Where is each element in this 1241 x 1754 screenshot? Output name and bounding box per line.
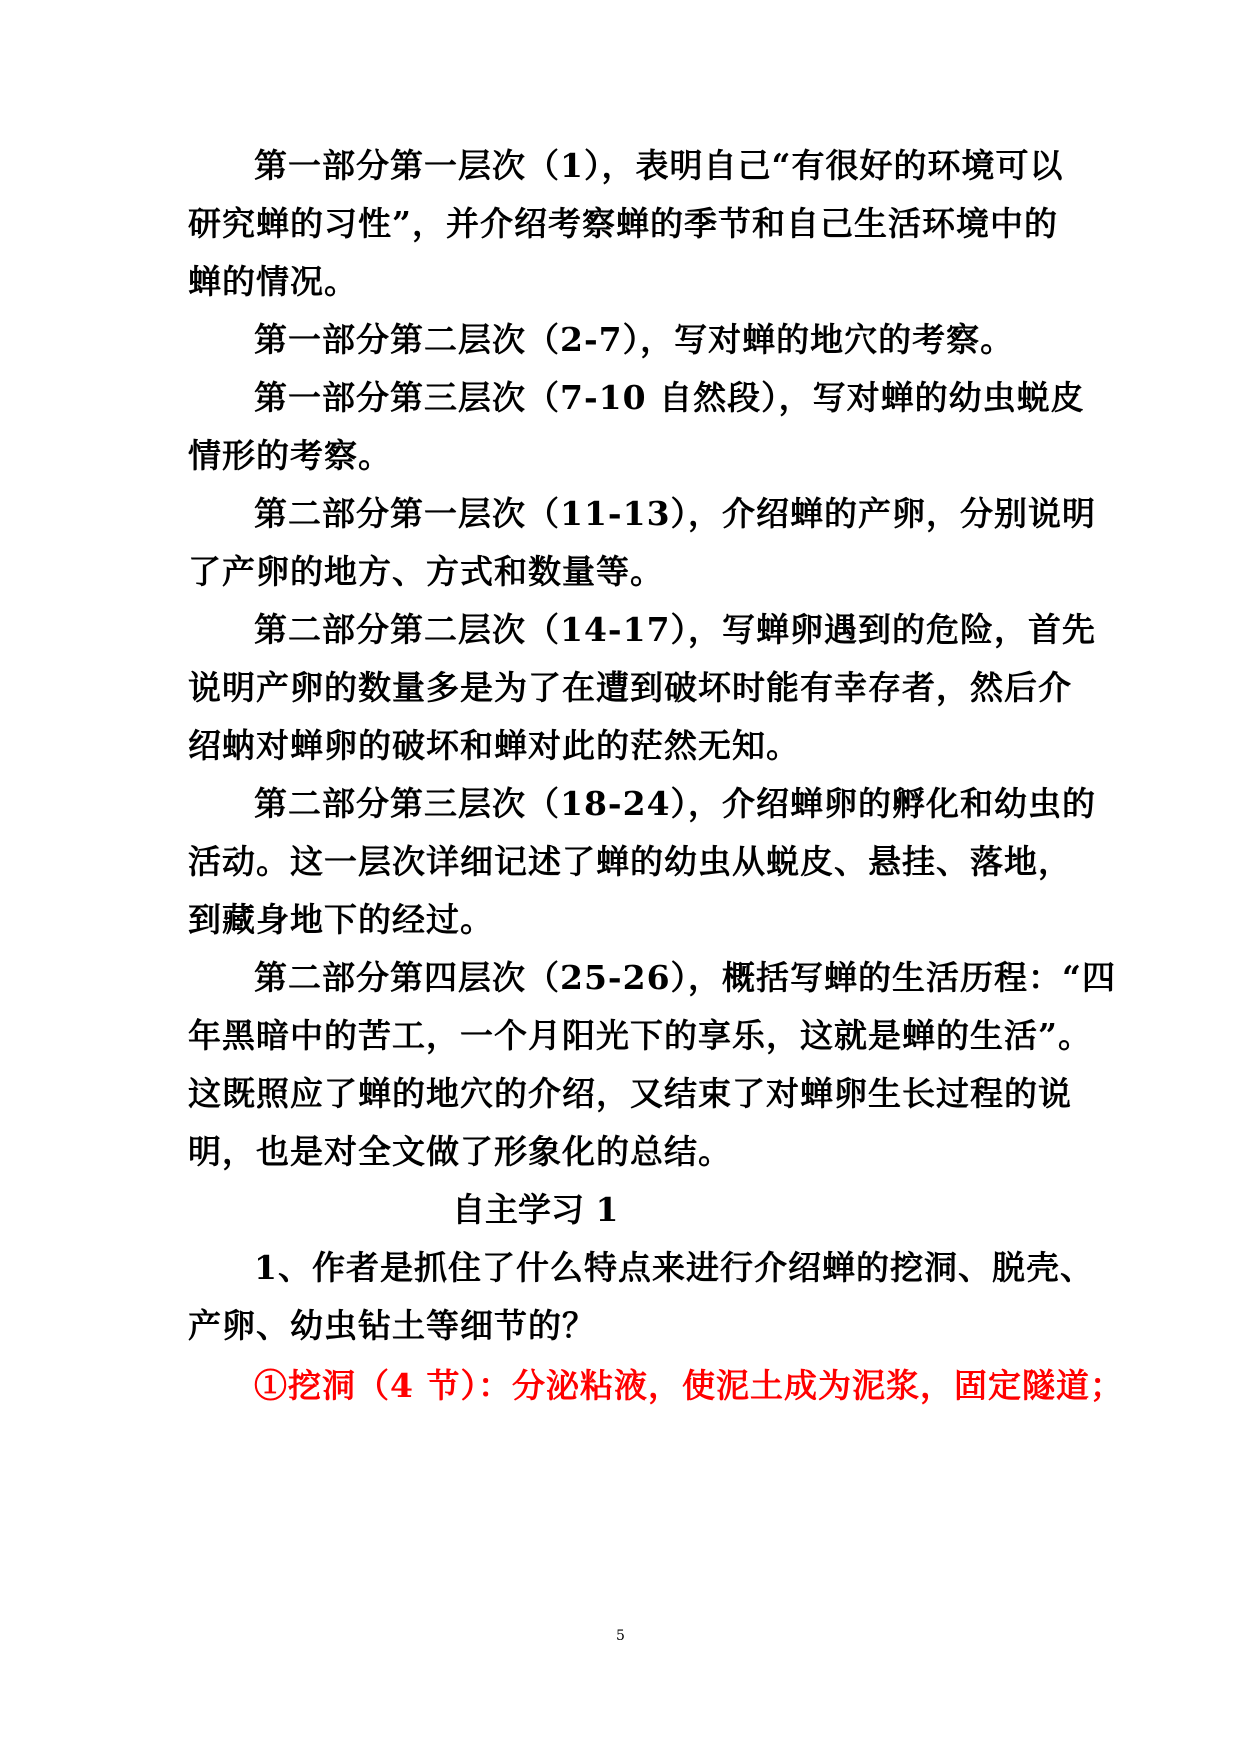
paragraph-7-line-4: 明，也是对全文做了形象化的总结。	[188, 1132, 732, 1171]
paragraph-1-line-1: 第一部分第一层次（1），表明自己“有很好的环境可以	[254, 146, 1064, 185]
paragraph-3-line-2: 情形的考察。	[188, 436, 392, 475]
paragraph-7-line-3: 这既照应了蝉的地穴的介绍，又结束了对蝉卵生长过程的说	[188, 1074, 1072, 1113]
paragraph-6-line-2: 活动。这一层次详细记述了蝉的幼虫从蜕皮、悬挂、落地，	[188, 842, 1072, 881]
answer-line-1: ①挖洞（4 节）：分泌粘液，使泥土成为泥浆，固定隧道；	[254, 1366, 1124, 1405]
page-number: 5	[616, 1628, 625, 1644]
paragraph-1-line-3: 蝉的情况。	[188, 262, 358, 301]
paragraph-6-line-1: 第二部分第三层次（18-24），介绍蝉卵的孵化和幼虫的	[254, 784, 1097, 823]
paragraph-6-line-3: 到藏身地下的经过。	[188, 900, 494, 939]
paragraph-2-line-1: 第一部分第二层次（2-7），写对蝉的地穴的考察。	[254, 320, 1015, 359]
paragraph-5-line-3: 绍蚋对蝉卵的破坏和蝉对此的茫然无知。	[188, 726, 800, 765]
question-1-line-1: 1、作者是抓住了什么特点来进行介绍蝉的挖洞、脱壳、	[254, 1248, 1094, 1287]
paragraph-1-line-2: 研究蝉的习性”，并介绍考察蝉的季节和自己生活环境中的	[188, 204, 1058, 243]
paragraph-4-line-2: 了产卵的地方、方式和数量等。	[188, 552, 664, 591]
paragraph-5-line-1: 第二部分第二层次（14-17），写蝉卵遇到的危险，首先	[254, 610, 1097, 649]
question-1-line-2: 产卵、幼虫钻土等细节的？	[188, 1306, 596, 1345]
section-heading: 自主学习 1	[452, 1190, 619, 1229]
paragraph-7-line-2: 年黑暗中的苦工，一个月阳光下的享乐，这就是蝉的生活”。	[188, 1016, 1092, 1055]
paragraph-3-line-1: 第一部分第三层次（7-10 自然段），写对蝉的幼虫蜕皮	[254, 378, 1085, 417]
paragraph-4-line-1: 第二部分第一层次（11-13），介绍蝉的产卵，分别说明	[254, 494, 1097, 533]
paragraph-5-line-2: 说明产卵的数量多是为了在遭到破坏时能有幸存者，然后介	[188, 668, 1072, 707]
paragraph-7-line-1: 第二部分第四层次（25-26），概括写蝉的生活历程：“四	[254, 958, 1117, 997]
